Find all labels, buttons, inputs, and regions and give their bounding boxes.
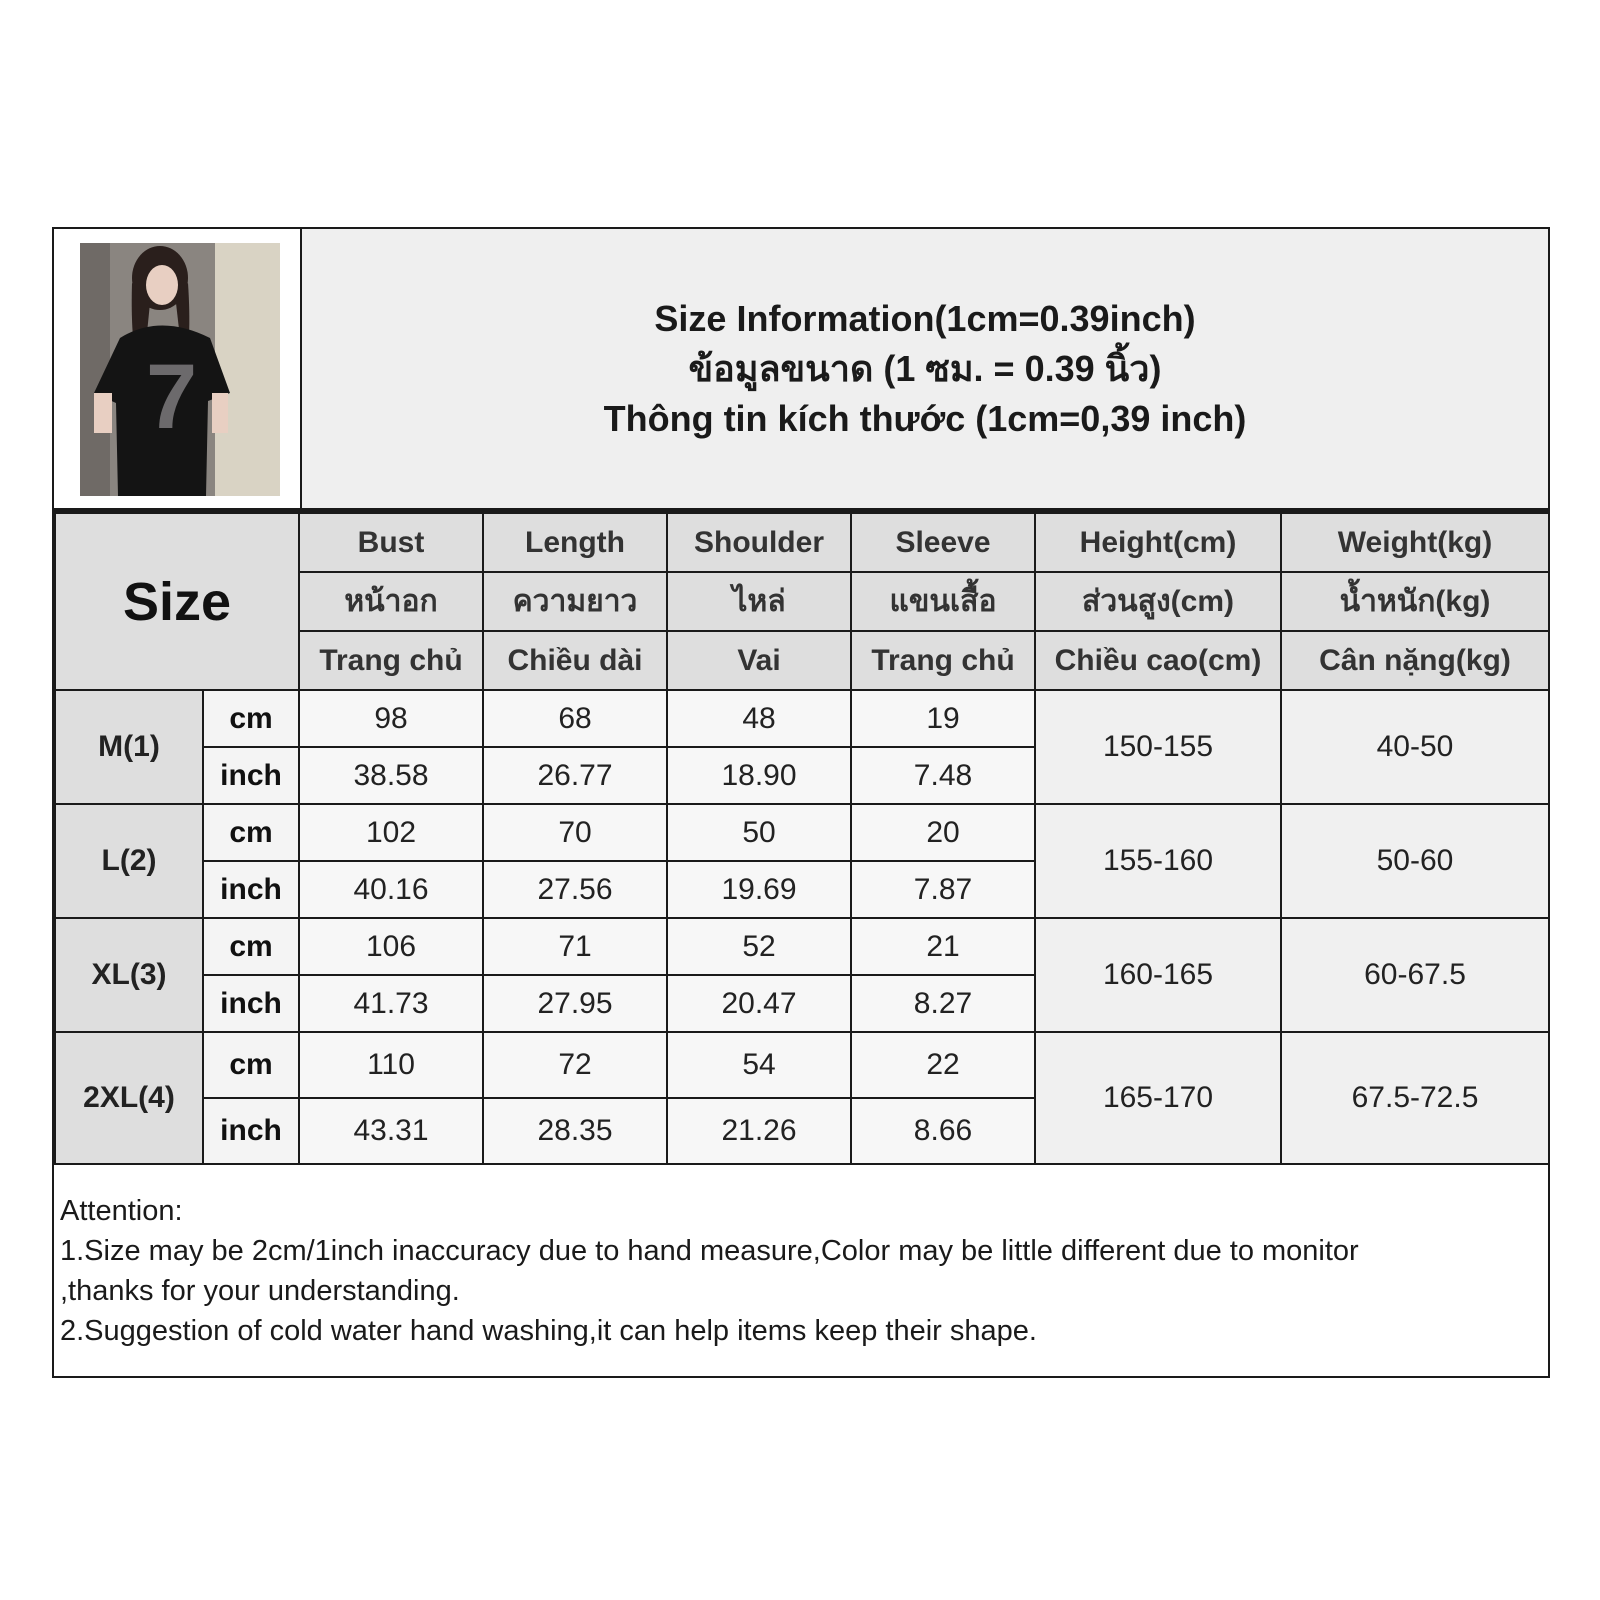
cell-shoulder-inch: 21.26 bbox=[667, 1098, 851, 1164]
cell-weight-range: 67.5-72.5 bbox=[1281, 1032, 1549, 1164]
unit-inch: inch bbox=[203, 861, 299, 918]
notes-line-1: 1.Size may be 2cm/1inch inaccuracy due to hand measure,Color may be little different due to monitor bbox=[60, 1235, 1359, 1267]
cell-length-inch: 27.95 bbox=[483, 975, 667, 1032]
size-label-2xl: 2XL(4) bbox=[55, 1032, 203, 1164]
cell-bust-inch: 43.31 bbox=[299, 1098, 483, 1164]
size-table bbox=[54, 512, 1550, 1165]
cell-sleeve-cm: 21 bbox=[851, 918, 1035, 975]
header-weight-en: Weight(kg) bbox=[1281, 513, 1549, 572]
cell-height-range: 160-165 bbox=[1035, 918, 1281, 1032]
header-length-vi: Chiều dài bbox=[483, 631, 667, 690]
header-bust-en: Bust bbox=[299, 513, 483, 572]
unit-inch: inch bbox=[203, 747, 299, 804]
cell-length-cm: 70 bbox=[483, 804, 667, 861]
shirt-print-text: 7 bbox=[146, 346, 198, 448]
cell-sleeve-inch: 7.87 bbox=[851, 861, 1035, 918]
cell-shoulder-cm: 48 bbox=[667, 690, 851, 747]
cell-shoulder-cm: 54 bbox=[667, 1032, 851, 1098]
cell-height-range: 155-160 bbox=[1035, 804, 1281, 918]
title-thai: ข้อมูลขนาด (1 ซม. = 0.39 นิ้ว) bbox=[688, 347, 1162, 389]
notes-line-3: 2.Suggestion of cold water hand washing,it can help items keep their shape. bbox=[60, 1315, 1037, 1347]
header-shoulder-vi: Vai bbox=[667, 631, 851, 690]
cell-height-range: 150-155 bbox=[1035, 690, 1281, 804]
cell-length-inch: 28.35 bbox=[483, 1098, 667, 1164]
cell-shoulder-inch: 20.47 bbox=[667, 975, 851, 1032]
cell-shoulder-inch: 18.90 bbox=[667, 747, 851, 804]
cell-bust-cm: 98 bbox=[299, 690, 483, 747]
header-shoulder-th: ไหล่ bbox=[667, 572, 851, 631]
header-sleeve-en: Sleeve bbox=[851, 513, 1035, 572]
cell-bust-cm: 106 bbox=[299, 918, 483, 975]
unit-cm: cm bbox=[203, 690, 299, 747]
header-height-th: ส่วนสูง(cm) bbox=[1035, 572, 1281, 631]
cell-weight-range: 50-60 bbox=[1281, 804, 1549, 918]
product-photo bbox=[54, 229, 302, 512]
cell-sleeve-inch: 7.48 bbox=[851, 747, 1035, 804]
cell-sleeve-cm: 22 bbox=[851, 1032, 1035, 1098]
unit-cm: cm bbox=[203, 1032, 299, 1098]
cell-length-inch: 27.56 bbox=[483, 861, 667, 918]
header-bust-th: หน้าอก bbox=[299, 572, 483, 631]
cell-sleeve-inch: 8.66 bbox=[851, 1098, 1035, 1164]
cell-length-cm: 72 bbox=[483, 1032, 667, 1098]
cell-length-cm: 68 bbox=[483, 690, 667, 747]
cell-bust-cm: 102 bbox=[299, 804, 483, 861]
notes-line-2: ,thanks for your understanding. bbox=[60, 1275, 460, 1307]
cell-shoulder-cm: 52 bbox=[667, 918, 851, 975]
cell-weight-range: 40-50 bbox=[1281, 690, 1549, 804]
cell-sleeve-inch: 8.27 bbox=[851, 975, 1035, 1032]
size-chart-sheet bbox=[52, 227, 1550, 1378]
header-shoulder-en: Shoulder bbox=[667, 513, 851, 572]
cell-shoulder-cm: 50 bbox=[667, 804, 851, 861]
notes-heading: Attention: bbox=[60, 1195, 183, 1227]
unit-cm: cm bbox=[203, 804, 299, 861]
cell-sleeve-cm: 19 bbox=[851, 690, 1035, 747]
cell-length-inch: 26.77 bbox=[483, 747, 667, 804]
title-english: Size Information(1cm=0.39inch) bbox=[654, 297, 1196, 339]
cell-length-cm: 71 bbox=[483, 918, 667, 975]
cell-bust-cm: 110 bbox=[299, 1032, 483, 1098]
size-header: Size bbox=[55, 513, 299, 690]
header-weight-vi: Cân nặng(kg) bbox=[1281, 631, 1549, 690]
header-weight-th: น้ำหนัก(kg) bbox=[1281, 572, 1549, 631]
title-vietnamese: Thông tin kích thước (1cm=0,39 inch) bbox=[603, 397, 1247, 439]
header-sleeve-vi: Trang chủ bbox=[851, 631, 1035, 690]
size-label-m: M(1) bbox=[55, 690, 203, 804]
unit-inch: inch bbox=[203, 975, 299, 1032]
size-label-l: L(2) bbox=[55, 804, 203, 918]
cell-height-range: 165-170 bbox=[1035, 1032, 1281, 1164]
unit-inch: inch bbox=[203, 1098, 299, 1164]
header-length-th: ความยาว bbox=[483, 572, 667, 631]
title-block bbox=[302, 229, 1548, 512]
header-bust-vi: Trang chủ bbox=[299, 631, 483, 690]
header-height-en: Height(cm) bbox=[1035, 513, 1281, 572]
header-length-en: Length bbox=[483, 513, 667, 572]
cell-bust-inch: 40.16 bbox=[299, 861, 483, 918]
cell-bust-inch: 38.58 bbox=[299, 747, 483, 804]
cell-sleeve-cm: 20 bbox=[851, 804, 1035, 861]
size-label-xl: XL(3) bbox=[55, 918, 203, 1032]
model-photo-icon bbox=[80, 243, 280, 496]
header-height-vi: Chiều cao(cm) bbox=[1035, 631, 1281, 690]
cell-shoulder-inch: 19.69 bbox=[667, 861, 851, 918]
header-sleeve-th: แขนเสื้อ bbox=[851, 572, 1035, 631]
cell-weight-range: 60-67.5 bbox=[1281, 918, 1549, 1032]
unit-cm: cm bbox=[203, 918, 299, 975]
attention-notes bbox=[54, 1187, 1548, 1376]
cell-bust-inch: 41.73 bbox=[299, 975, 483, 1032]
